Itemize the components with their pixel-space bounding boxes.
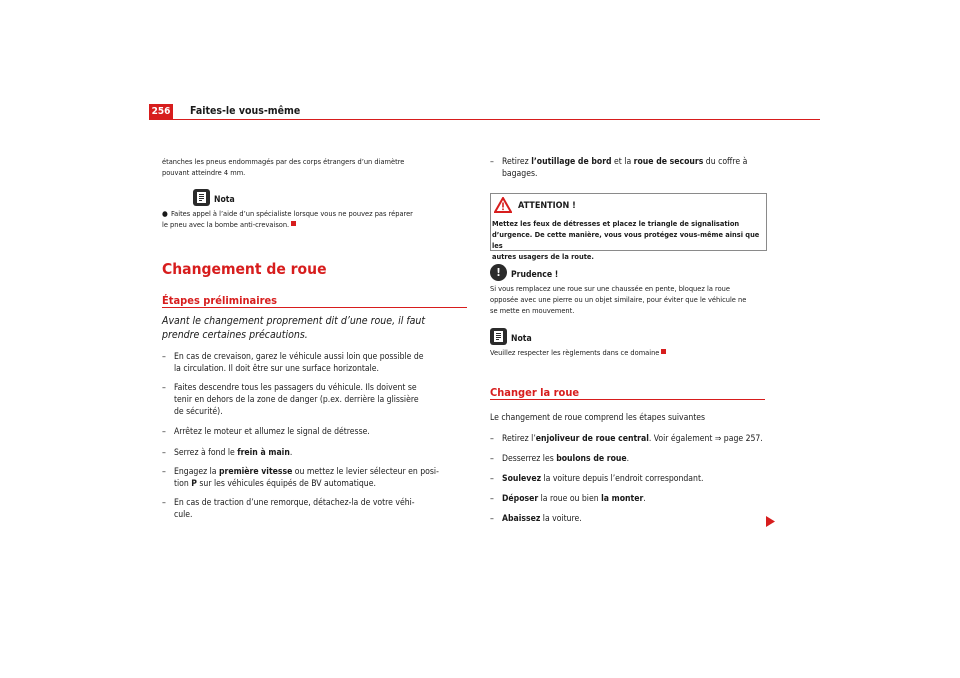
note-icon — [193, 189, 210, 206]
prudence-line-3: se mette en mouvement. — [490, 306, 575, 315]
section-title-changer: Changer la roue — [490, 386, 580, 399]
nota-line-2-left: le pneu avec la bombe anti-crevaison. — [162, 219, 296, 230]
section-title-changement: Changement de roue — [162, 260, 327, 278]
end-mark-icon — [291, 221, 296, 226]
note-icon — [490, 328, 507, 345]
nota-bullet-icon: ● — [162, 209, 168, 218]
exclamation-circle-icon: ! — [490, 264, 507, 281]
continue-arrow-icon — [766, 512, 775, 531]
nota-text-right: Veuillez respecter les règlements dans ce domaine — [490, 347, 666, 358]
nota-label-right: Nota — [511, 334, 532, 344]
subsection-title-etapes: Étapes préliminaires — [162, 294, 278, 307]
nota-label-left: Nota — [214, 195, 235, 205]
subsection-rule — [162, 307, 467, 308]
section-rule — [490, 399, 765, 400]
prudence-title: Prudence ! — [511, 270, 559, 280]
header-divider — [149, 119, 820, 120]
nota-line-1-left: Faites appel à l’aide d’un spécialiste lorsque vous ne pouvez pas réparer — [171, 209, 413, 218]
attention-title: ATTENTION ! — [518, 201, 576, 211]
lead-line-1: Avant le changement proprement dit d’une roue, il faut — [162, 315, 426, 327]
end-mark-icon — [661, 349, 666, 354]
page-number: 256 — [149, 104, 173, 119]
changer-intro: Le changement de roue comprend les étapes suivantes — [490, 413, 706, 423]
lead-line-2: prendre certaines précautions. — [162, 329, 308, 341]
intro-line-2: pouvant atteindre 4 mm. — [162, 168, 246, 177]
prudence-line-1: Si vous remplacez une roue sur une chaussée en pente, bloquez la roue — [490, 284, 730, 293]
warning-triangle-icon — [494, 197, 512, 217]
intro-line-1: étanches les pneus endommagés par des corps étrangers d’un diamètre — [162, 157, 405, 166]
prudence-line-2: opposée avec une pierre ou un objet similaire, pour éviter que le véhicule ne — [490, 295, 747, 304]
page-header-title: Faites-le vous-même — [190, 105, 301, 117]
attention-text: Mettez les feux de détresses et placez le triangle de signalisation d’urgence. De cette manière, vous vous protégez vous-même ainsi que les autres usagers de la route. — [492, 219, 760, 261]
